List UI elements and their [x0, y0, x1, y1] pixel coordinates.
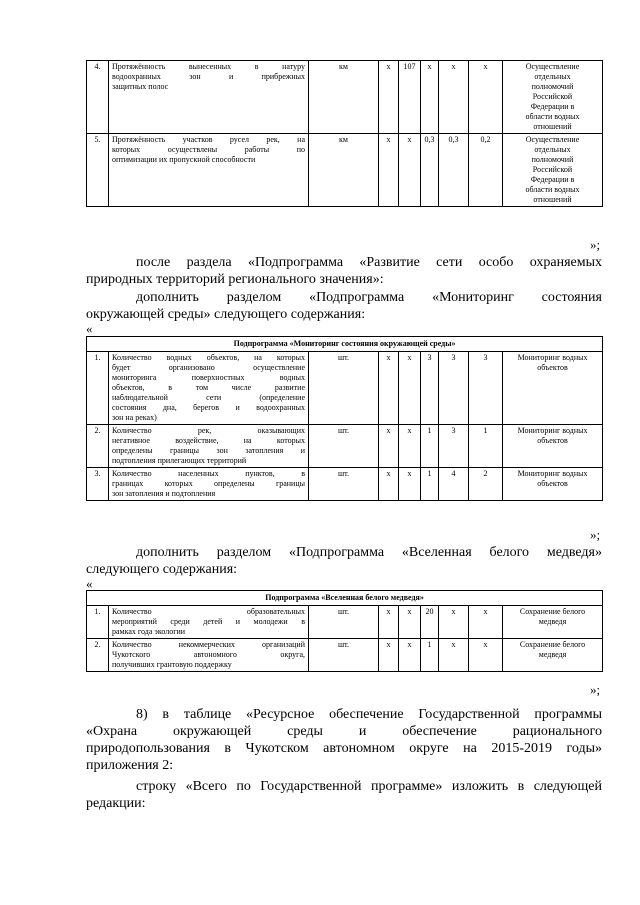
text-line: «Охрана окружающей среды и обеспечение рационального [86, 724, 602, 739]
year-value: х [421, 61, 439, 134]
indicator-name-line: которых осуществлены работы по [112, 145, 305, 154]
year-value: х [379, 352, 399, 425]
text-line: приложения 2: [86, 758, 174, 773]
year-value: х [379, 134, 399, 207]
responsible-activity-line: Сохранение белого [519, 640, 586, 649]
responsible-activity [503, 61, 603, 134]
row-number: 2. [87, 425, 109, 468]
unit: км [309, 61, 379, 134]
responsible-activity-line: Осуществление [525, 62, 580, 71]
responsible-activity-line: полномочий [531, 155, 574, 164]
paragraph-total-row [86, 778, 602, 812]
responsible-activity-line: Российской [532, 92, 573, 101]
year-value: 1 [421, 425, 439, 468]
indicator-name-line: Протяжённость участков русел рек, на [112, 135, 305, 144]
year-value: х [379, 61, 399, 134]
year-value: х [469, 61, 503, 134]
indicator-name-line: мероприятий среди детей и молодежи в [112, 617, 305, 626]
row-number: 5. [87, 134, 109, 207]
indicator-name-line: зон затопления и подтопления [112, 489, 216, 498]
year-value: х [399, 468, 421, 501]
table-row [87, 468, 603, 501]
table-row [87, 134, 603, 207]
year-value: х [399, 606, 421, 639]
paragraph-after-section [86, 254, 602, 288]
responsible-activity-line: отношений [533, 122, 572, 131]
indicator-name [109, 468, 309, 501]
indicator-name-line: получивших грантовую поддержку [112, 660, 232, 669]
monitoring-subprogram-table [86, 336, 603, 501]
responsible-activity-line: медведя [538, 617, 567, 626]
responsible-activity [503, 639, 603, 672]
text-line: следующего содержания: [86, 562, 238, 577]
table-row [87, 425, 603, 468]
paragraph-resource-table [86, 706, 602, 774]
indicator-name [109, 61, 309, 134]
year-value: х [379, 606, 399, 639]
indicator-name [109, 134, 309, 207]
indicator-name-line: объектов, в том числе развитие [112, 383, 305, 392]
responsible-activity-line: области водных [525, 185, 580, 194]
opening-quote: « [86, 321, 93, 336]
indicator-name-line: оптимизации их пропускной способности [112, 155, 256, 164]
responsible-activity-line: медведя [538, 650, 567, 659]
indicator-name-line: определены границы зон затопления и [112, 446, 305, 455]
responsible-activity-line: отношений [533, 195, 572, 204]
text-line: дополнить разделом «Подпрограмма «Мониторинг состояния [136, 290, 602, 305]
responsible-activity-line: отдельных [534, 72, 571, 81]
closing-quote: »; [590, 527, 601, 542]
table-row [87, 61, 603, 134]
year-value: х [469, 639, 503, 672]
year-value: х [439, 61, 469, 134]
responsible-activity-line: Федерации в [530, 175, 575, 184]
text-line: 8) в таблице «Ресурсное обеспечение Государственной программы [136, 707, 602, 722]
row-number: 4. [87, 61, 109, 134]
text-line: окружающей среды» следующего содержания: [86, 307, 366, 322]
year-value: х [469, 606, 503, 639]
year-value: 3 [439, 425, 469, 468]
responsible-activity-line: Российской [532, 165, 573, 174]
year-value: 1 [421, 468, 439, 501]
paragraph-add-monitoring [86, 289, 602, 323]
responsible-activity [503, 134, 603, 207]
unit: шт. [309, 468, 379, 501]
text-line: дополнить разделом «Подпрограмма «Вселенная белого медведя» [136, 545, 602, 560]
text-line: после раздела «Подпрограмма «Развитие сети особо охраняемых [136, 255, 602, 270]
indicator-name-line: Количество образовательных [112, 607, 305, 616]
year-value: 20 [421, 606, 439, 639]
responsible-activity-line: Мониторинг водных [517, 353, 588, 362]
year-value: 1 [469, 425, 503, 468]
indicator-name-line: Количество некоммерческих организаций [112, 640, 305, 649]
year-value: х [399, 134, 421, 207]
row-number: 1. [87, 606, 109, 639]
year-value: 0,2 [469, 134, 503, 207]
subprogram-header-row [87, 337, 603, 352]
responsible-activity-line: области водных [525, 112, 580, 121]
responsible-activity-line: отдельных [534, 145, 571, 154]
unit: шт. [309, 425, 379, 468]
year-value: 3 [439, 352, 469, 425]
text-line: природных территорий регионального значения»: [86, 272, 384, 287]
year-value: х [439, 606, 469, 639]
year-value: 0,3 [439, 134, 469, 207]
indicator-name-line: Протяжённость вынесенных в натуру [112, 62, 305, 71]
indicator-name-line: Чукотского автономного округа, [112, 650, 305, 659]
text-line: редакции: [86, 796, 146, 811]
row-number: 1. [87, 352, 109, 425]
indicators-table-continued [86, 60, 603, 207]
indicator-name-line: защитных полос [112, 82, 169, 91]
responsible-activity-line: объектов [537, 436, 568, 445]
responsible-activity-line: объектов [537, 363, 568, 372]
row-number: 2. [87, 639, 109, 672]
unit: шт. [309, 352, 379, 425]
unit: шт. [309, 606, 379, 639]
year-value: 2 [469, 468, 503, 501]
subprogram-header-row [87, 591, 603, 606]
responsible-activity-line: Осуществление [525, 135, 580, 144]
year-value: х [399, 639, 421, 672]
indicator-name [109, 606, 309, 639]
year-value: 0,3 [421, 134, 439, 207]
unit: шт. [309, 639, 379, 672]
subprogram-title: Подпрограмма «Вселенная белого медведя» [87, 591, 603, 606]
responsible-activity [503, 468, 603, 501]
indicator-name-line: Количество населенных пунктов, в [112, 469, 305, 478]
opening-quote: « [86, 576, 93, 591]
year-value: 3 [469, 352, 503, 425]
indicator-name [109, 425, 309, 468]
unit: км [309, 134, 379, 207]
text-line: природопользования в Чукотском автономном округе на 2015-2019 годы» [86, 741, 602, 756]
indicator-name-line: Количество водных объектов, на которых [112, 353, 305, 362]
year-value: 3 [421, 352, 439, 425]
indicator-name-line: водоохранных зон и прибрежных [112, 72, 305, 81]
year-value: х [439, 639, 469, 672]
table-row [87, 606, 603, 639]
responsible-activity-line: Мониторинг водных [517, 469, 588, 478]
indicator-name-line: будет организовано осуществление [112, 363, 305, 372]
year-value: 4 [439, 468, 469, 501]
closing-quote: »; [590, 682, 601, 697]
table-row [87, 352, 603, 425]
table-row [87, 639, 603, 672]
row-number: 3. [87, 468, 109, 501]
indicator-name-line: зон на реках) [112, 413, 157, 422]
responsible-activity [503, 425, 603, 468]
indicator-name-line: Количество рек, оказывающих [112, 426, 305, 435]
responsible-activity-line: Мониторинг водных [517, 426, 588, 435]
paragraph-add-polar-bear [86, 544, 602, 578]
indicator-name-line: состояния дна, берегов и водоохранных [112, 403, 305, 412]
year-value: х [379, 468, 399, 501]
year-value: х [379, 425, 399, 468]
closing-quote: »; [590, 237, 601, 252]
year-value: 1 [421, 639, 439, 672]
year-value: х [379, 639, 399, 672]
year-value: х [399, 352, 421, 425]
responsible-activity-line: объектов [537, 479, 568, 488]
indicator-name-line: негативное воздействие, на которых [112, 436, 305, 445]
indicator-name-line: рамках года экологии [112, 627, 186, 636]
responsible-activity [503, 606, 603, 639]
responsible-activity [503, 352, 603, 425]
responsible-activity-line: Сохранение белого [519, 607, 586, 616]
indicator-name-line: подтопления прилегающих территорий [112, 456, 247, 465]
indicator-name-line: границах которых определены границы [112, 479, 305, 488]
indicator-name [109, 352, 309, 425]
polar-bear-subprogram-table [86, 590, 603, 672]
year-value: 107 [399, 61, 421, 134]
indicator-name-line: мониторинга поверхностных водных [112, 373, 305, 382]
indicator-name-line: наблюдательной сети (определение [112, 393, 305, 402]
text-line: строку «Всего по Государственной программе» изложить в следующей [136, 779, 602, 794]
indicator-name [109, 639, 309, 672]
responsible-activity-line: Федерации в [530, 102, 575, 111]
subprogram-title: Подпрограмма «Мониторинг состояния окружающей среды» [87, 337, 603, 352]
responsible-activity-line: полномочий [531, 82, 574, 91]
year-value: х [399, 425, 421, 468]
